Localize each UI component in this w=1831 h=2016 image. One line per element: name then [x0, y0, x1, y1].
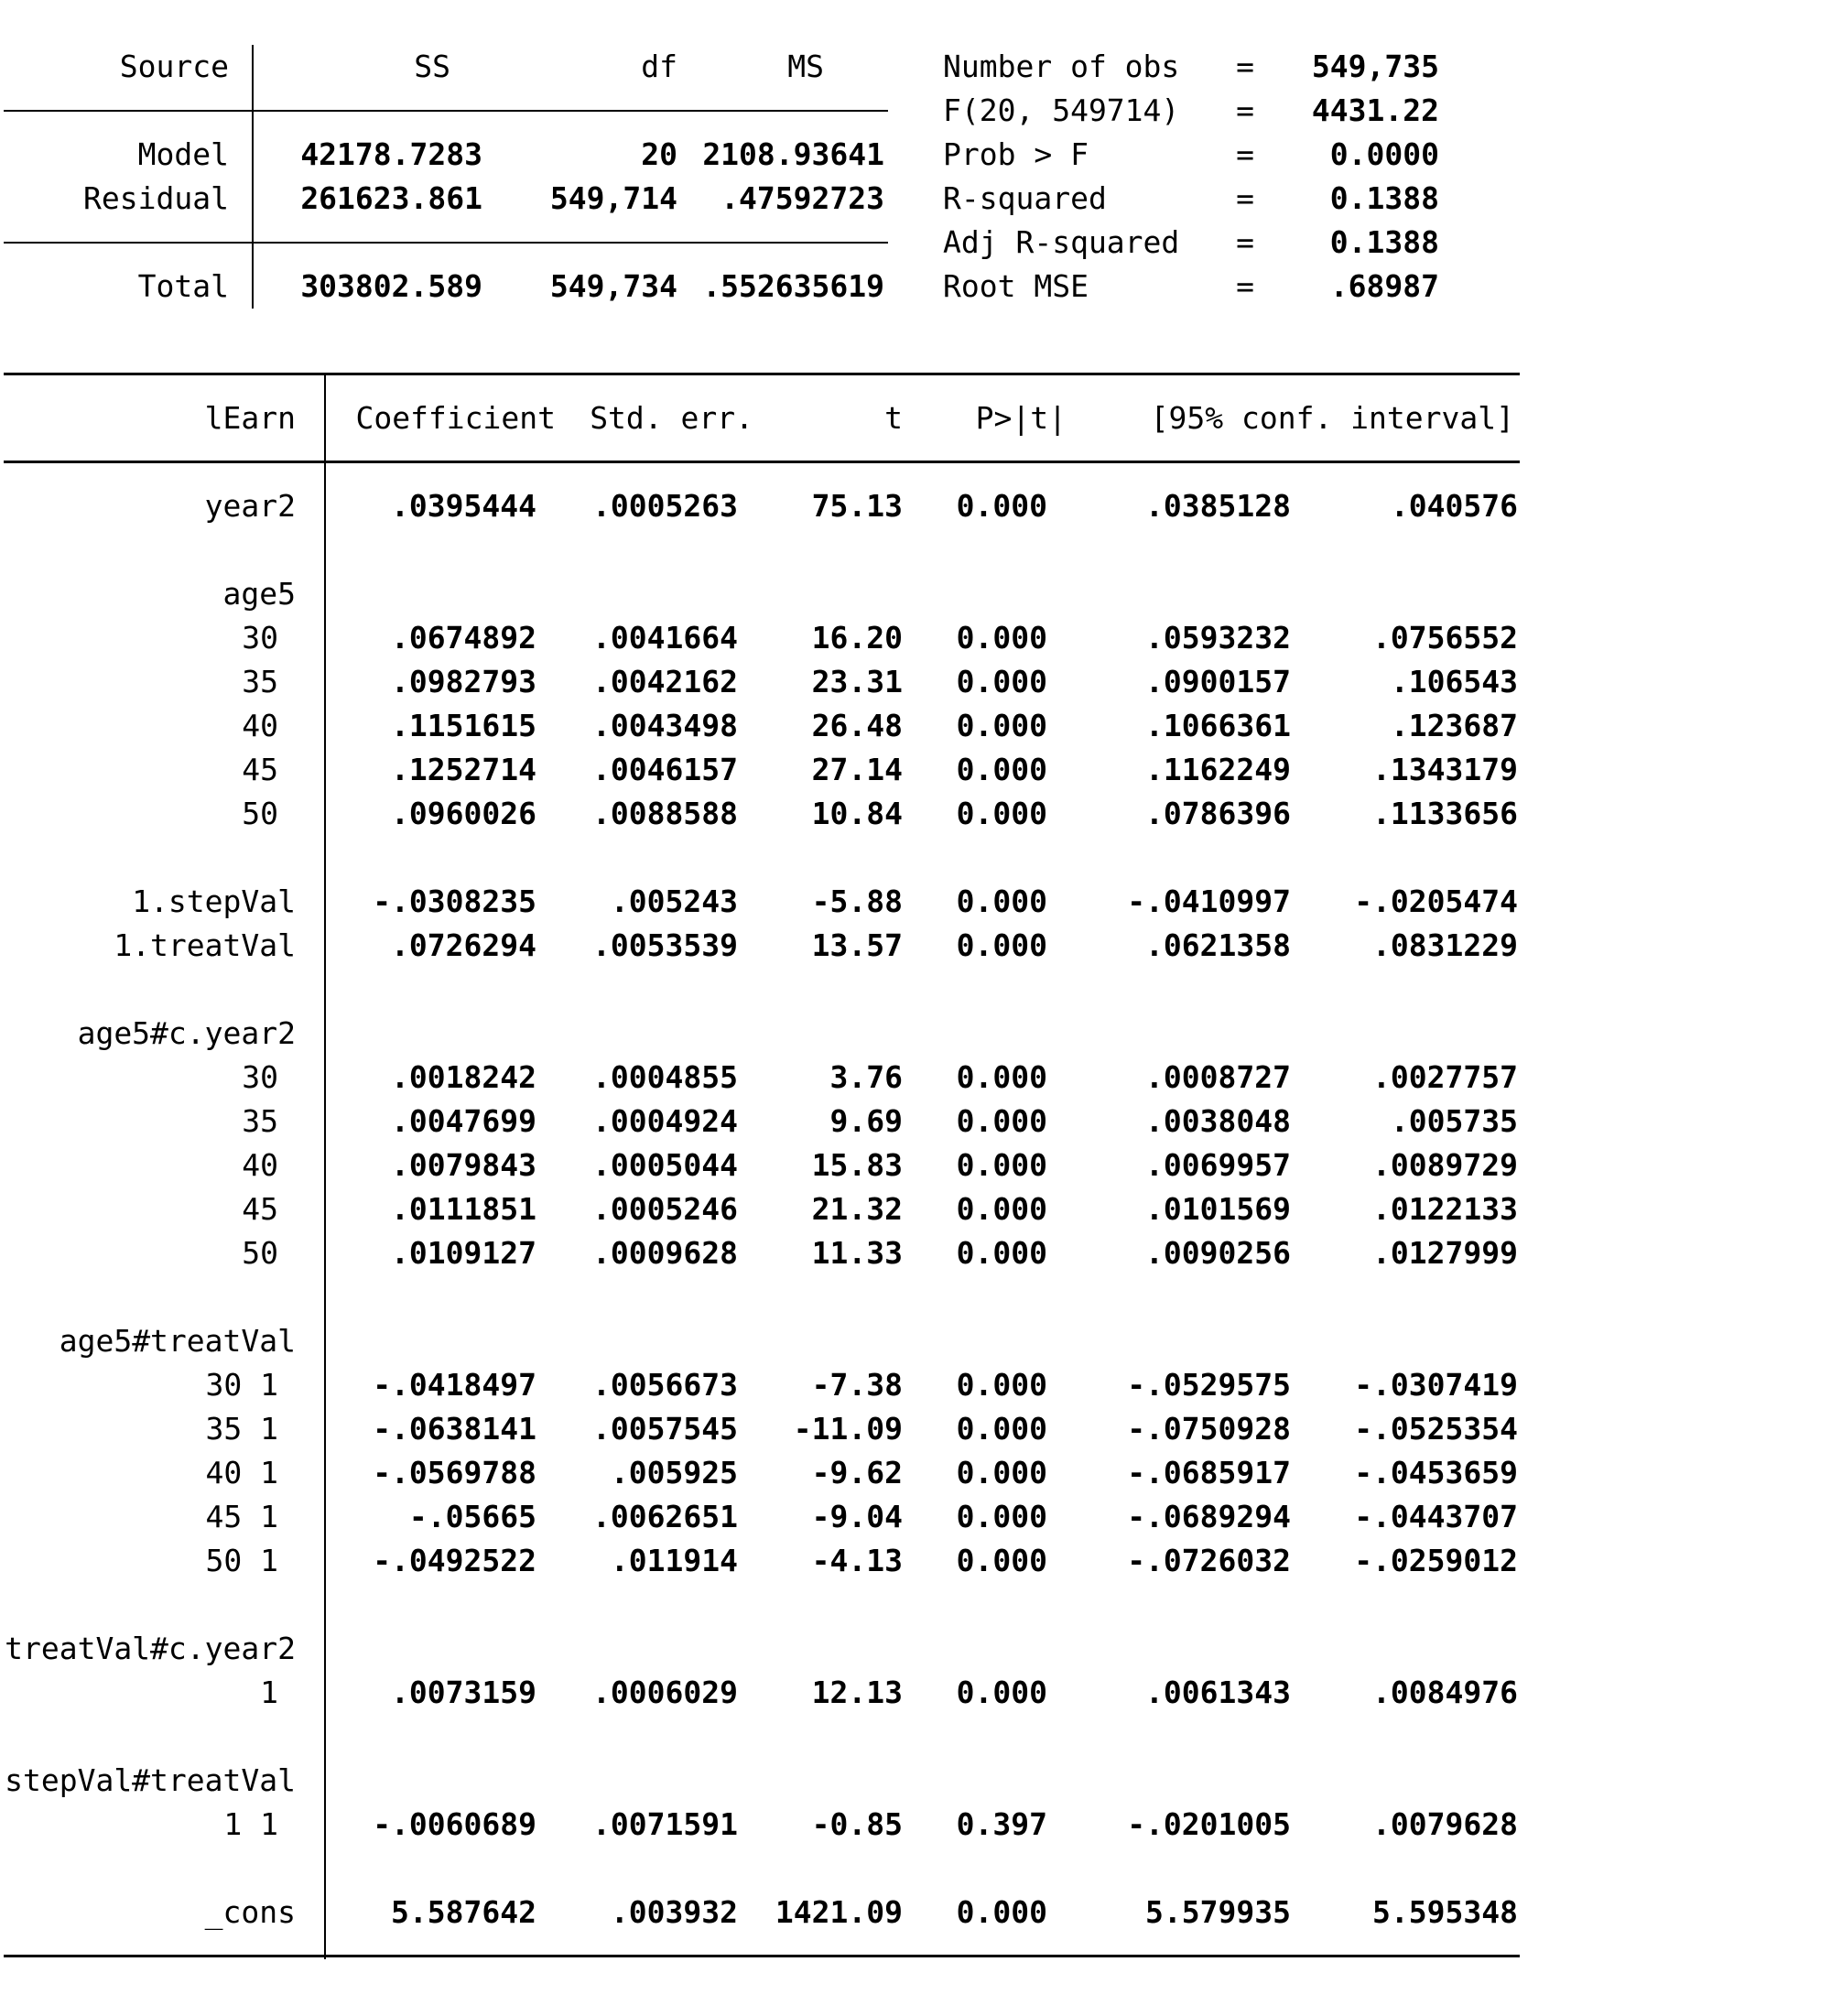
anova-ss-value: 261623.861 [300, 180, 482, 216]
cell-ci-high: -.0205474 [1354, 883, 1518, 919]
rule-row [0, 440, 1831, 484]
cell-coef: .1151615 [391, 708, 536, 743]
anova-header-ss: SS [414, 49, 450, 84]
cell-ci-low: .0069957 [1145, 1147, 1291, 1183]
cell-coef: .0073159 [391, 1675, 536, 1710]
row-label: 1 1 [223, 1806, 278, 1842]
cell-ci-high: .0079628 [1372, 1806, 1518, 1842]
stat-value: 0.1388 [1329, 180, 1439, 216]
cell-ci-high: -.0259012 [1354, 1543, 1518, 1578]
cell-ci-low: -.0410997 [1127, 883, 1291, 919]
anova-df-value: 549,714 [549, 180, 677, 216]
row-label: 30 [242, 620, 278, 656]
anova-df-value: 549,734 [549, 268, 677, 304]
cell-p: 0.000 [956, 1543, 1047, 1578]
equals-sign: = [1236, 224, 1254, 260]
group-label: stepVal#treatVal [5, 1762, 296, 1798]
depvar-label: lEarn [204, 400, 296, 436]
anova-row-label: Model [137, 136, 229, 172]
cell-coef: -.0418497 [373, 1367, 536, 1403]
cell-ci-low: .0038048 [1145, 1103, 1291, 1139]
cell-p: 0.000 [956, 1147, 1047, 1183]
row-label: 1.stepVal [132, 883, 296, 919]
row-label: 45 1 [205, 1499, 278, 1534]
cell-ci-low: .0101569 [1145, 1191, 1291, 1227]
cell-coef: -.0308235 [373, 883, 536, 919]
cell-se: .0004924 [592, 1103, 738, 1139]
cell-coef: -.0569788 [373, 1455, 536, 1490]
rule-row [0, 1935, 1831, 1978]
cell-t: 1421.09 [775, 1894, 903, 1930]
equals-sign: = [1236, 136, 1254, 172]
anova-rule-row [0, 89, 1831, 133]
cell-ci-low: -.0529575 [1127, 1367, 1291, 1403]
cell-ci-high: .0084976 [1372, 1675, 1518, 1710]
cell-p: 0.000 [956, 796, 1047, 831]
horizontal-rule [4, 110, 888, 112]
cell-se: .0006029 [592, 1675, 738, 1710]
cell-t: 15.83 [811, 1147, 903, 1183]
cell-ci-high: .123687 [1390, 708, 1518, 743]
cell-ci-high: -.0525354 [1354, 1411, 1518, 1447]
cell-t: -9.62 [811, 1455, 903, 1490]
cell-ci-high: .0831229 [1372, 927, 1518, 963]
cell-p: 0.397 [956, 1806, 1047, 1842]
cell-ci-high: 5.595348 [1372, 1894, 1518, 1930]
stat-label: Prob > F [943, 136, 1089, 172]
group-label-row [0, 572, 1831, 616]
table-row [0, 1803, 1831, 1847]
row-label: year2 [204, 488, 296, 524]
cell-ci-low: .0621358 [1145, 927, 1291, 963]
row-label: 1 [260, 1675, 278, 1710]
group-label: age5 [222, 576, 296, 612]
table-row [0, 616, 1831, 660]
stat-value: 4431.22 [1311, 92, 1439, 128]
cell-se: .003932 [610, 1894, 738, 1930]
cell-p: 0.000 [956, 1191, 1047, 1227]
cell-coef: .0960026 [391, 796, 536, 831]
anova-header-df: df [641, 49, 677, 84]
group-label: age5#treatVal [59, 1323, 296, 1359]
blank-row [0, 968, 1831, 1012]
cell-se: .0009628 [592, 1235, 738, 1271]
table-row [0, 1231, 1831, 1275]
cell-ci-high: .0756552 [1372, 620, 1518, 656]
stat-label: R-squared [943, 180, 1107, 216]
blank-row [0, 1847, 1831, 1891]
cell-t: 75.13 [811, 488, 903, 524]
cell-se: .0004855 [592, 1059, 738, 1095]
cell-p: 0.000 [956, 664, 1047, 699]
cell-se: .0088588 [592, 796, 738, 831]
table-row [0, 484, 1831, 528]
row-label: 35 [242, 1103, 278, 1139]
row-label: 50 1 [205, 1543, 278, 1578]
cell-ci-low: .0900157 [1145, 664, 1291, 699]
cell-ci-low: .0090256 [1145, 1235, 1291, 1271]
cell-coef: .0674892 [391, 620, 536, 656]
cell-se: .005243 [610, 883, 738, 919]
group-label-row [0, 1759, 1831, 1803]
blank-row [0, 1715, 1831, 1759]
cell-coef: .0047699 [391, 1103, 536, 1139]
anova-rule-row [0, 221, 1831, 265]
table-row [0, 1451, 1831, 1495]
cell-coef: .0079843 [391, 1147, 536, 1183]
equals-sign: = [1236, 180, 1254, 216]
table-row [0, 924, 1831, 968]
stat-value: 549,735 [1311, 49, 1439, 84]
stat-label: Number of obs [943, 49, 1180, 84]
cell-p: 0.000 [956, 1059, 1047, 1095]
cell-t: 27.14 [811, 752, 903, 787]
blank-row [0, 836, 1831, 880]
table-row [0, 1407, 1831, 1451]
cell-ci-high: .1133656 [1372, 796, 1518, 831]
table-row [0, 704, 1831, 748]
blank-row [0, 1583, 1831, 1627]
t-header: t [884, 400, 903, 436]
cell-t: 11.33 [811, 1235, 903, 1271]
pvalue-header: P>|t| [975, 400, 1067, 436]
cell-ci-high: .0089729 [1372, 1147, 1518, 1183]
row-label: 35 1 [205, 1411, 278, 1447]
coefficient-table [0, 352, 1831, 1978]
table-row [0, 748, 1831, 792]
cell-se: .0042162 [592, 664, 738, 699]
anova-ss-value: 42178.7283 [300, 136, 482, 172]
cell-coef: -.0060689 [373, 1806, 536, 1842]
cell-ci-low: -.0685917 [1127, 1455, 1291, 1490]
cell-t: 9.69 [829, 1103, 903, 1139]
cell-se: .005925 [610, 1455, 738, 1490]
cell-p: 0.000 [956, 1367, 1047, 1403]
group-label-row [0, 1319, 1831, 1363]
cell-ci-low: -.0750928 [1127, 1411, 1291, 1447]
row-label: _cons [204, 1894, 296, 1930]
cell-coef: 5.587642 [391, 1894, 536, 1930]
table-row [0, 1891, 1831, 1935]
cell-p: 0.000 [956, 1411, 1047, 1447]
cell-t: -0.85 [811, 1806, 903, 1842]
anova-total-row [0, 265, 1831, 309]
cell-coef: .0395444 [391, 488, 536, 524]
group-label-row [0, 1627, 1831, 1671]
cell-t: -11.09 [793, 1411, 903, 1447]
cell-ci-low: -.0201005 [1127, 1806, 1291, 1842]
cell-t: 16.20 [811, 620, 903, 656]
cell-t: 3.76 [829, 1059, 903, 1095]
cell-se: .011914 [610, 1543, 738, 1578]
coef-header-row [0, 396, 1831, 440]
table-row [0, 1187, 1831, 1231]
cell-coef: -.0492522 [373, 1543, 536, 1578]
stat-label: F(20, 549714) [943, 92, 1180, 128]
row-label: 50 [242, 796, 278, 831]
cell-t: 21.32 [811, 1191, 903, 1227]
row-label: 1.treatVal [114, 927, 296, 963]
cell-ci-low: .1066361 [1145, 708, 1291, 743]
rule-row [0, 352, 1831, 396]
cell-t: 23.31 [811, 664, 903, 699]
anova-ms-value: .47592723 [720, 180, 884, 216]
cell-coef: .0111851 [391, 1191, 536, 1227]
cell-p: 0.000 [956, 1675, 1047, 1710]
equals-sign: = [1236, 49, 1254, 84]
anova-ms-value: 2108.93641 [702, 136, 884, 172]
cell-ci-high: .0127999 [1372, 1235, 1518, 1271]
stat-label: Root MSE [943, 268, 1089, 304]
cell-ci-high: .005735 [1390, 1103, 1518, 1139]
cell-se: .0062651 [592, 1499, 738, 1534]
table-row [0, 1100, 1831, 1143]
cell-t: -9.04 [811, 1499, 903, 1534]
stderr-header: Std. err. [590, 400, 753, 436]
cell-ci-high: -.0453659 [1354, 1455, 1518, 1490]
cell-se: .0005246 [592, 1191, 738, 1227]
cell-ci-low: .0385128 [1145, 488, 1291, 524]
cell-ci-low: 5.579935 [1145, 1894, 1291, 1930]
cell-t: 10.84 [811, 796, 903, 831]
cell-p: 0.000 [956, 927, 1047, 963]
column-divider [252, 45, 254, 309]
stat-value: 0.1388 [1329, 224, 1439, 260]
cell-t: -7.38 [811, 1367, 903, 1403]
cell-ci-high: .106543 [1390, 664, 1518, 699]
cell-ci-high: .0122133 [1372, 1191, 1518, 1227]
cell-t: 13.57 [811, 927, 903, 963]
row-label: 30 1 [205, 1367, 278, 1403]
table-row [0, 1671, 1831, 1715]
cell-ci-low: .0008727 [1145, 1059, 1291, 1095]
cell-se: .0041664 [592, 620, 738, 656]
table-row [0, 792, 1831, 836]
cell-coef: .0726294 [391, 927, 536, 963]
table-row [0, 1539, 1831, 1583]
row-label: 35 [242, 664, 278, 699]
group-label-row [0, 1012, 1831, 1056]
row-label: 40 [242, 708, 278, 743]
cell-p: 0.000 [956, 1499, 1047, 1534]
anova-row-label: Residual [83, 180, 229, 216]
column-divider [324, 374, 326, 1959]
cell-p: 0.000 [956, 1455, 1047, 1490]
cell-coef: .0018242 [391, 1059, 536, 1095]
cell-ci-low: .0786396 [1145, 796, 1291, 831]
group-label: age5#c.year2 [77, 1015, 296, 1051]
cell-t: -4.13 [811, 1543, 903, 1578]
equals-sign: = [1236, 268, 1254, 304]
cell-se: .0057545 [592, 1411, 738, 1447]
horizontal-rule [4, 1955, 1520, 1957]
cell-coef: -.0638141 [373, 1411, 536, 1447]
horizontal-rule [4, 242, 888, 244]
cell-ci-high: -.0443707 [1354, 1499, 1518, 1534]
anova-header-source: Source [119, 49, 229, 84]
anova-residual-row [0, 177, 1831, 221]
cell-se: .0043498 [592, 708, 738, 743]
anova-header-ms: MS [787, 49, 824, 84]
anova-table [0, 45, 1831, 309]
blank-row [0, 1275, 1831, 1319]
anova-row-label: Total [137, 268, 229, 304]
cell-t: 12.13 [811, 1675, 903, 1710]
cell-ci-low: -.0726032 [1127, 1543, 1291, 1578]
horizontal-rule [4, 461, 1520, 463]
row-label: 30 [242, 1059, 278, 1095]
horizontal-rule [4, 373, 1520, 375]
cell-ci-high: .1343179 [1372, 752, 1518, 787]
cell-p: 0.000 [956, 1103, 1047, 1139]
cell-se: .0005263 [592, 488, 738, 524]
cell-p: 0.000 [956, 1235, 1047, 1271]
cell-se: .0046157 [592, 752, 738, 787]
stat-label: Adj R-squared [943, 224, 1180, 260]
cell-ci-high: .040576 [1390, 488, 1518, 524]
cell-p: 0.000 [956, 620, 1047, 656]
ci-header: [95% conf. interval] [1150, 400, 1514, 436]
cell-p: 0.000 [956, 883, 1047, 919]
cell-p: 0.000 [956, 488, 1047, 524]
row-label: 40 [242, 1147, 278, 1183]
anova-ss-value: 303802.589 [300, 268, 482, 304]
table-row [0, 1495, 1831, 1539]
cell-se: .0053539 [592, 927, 738, 963]
cell-coef: -.05665 [408, 1499, 536, 1534]
cell-se: .0071591 [592, 1806, 738, 1842]
cell-ci-low: .0061343 [1145, 1675, 1291, 1710]
table-row [0, 1143, 1831, 1187]
anova-ms-value: .552635619 [702, 268, 884, 304]
cell-coef: .1252714 [391, 752, 536, 787]
cell-ci-high: -.0307419 [1354, 1367, 1518, 1403]
row-label: 45 [242, 752, 278, 787]
cell-ci-low: .1162249 [1145, 752, 1291, 787]
cell-se: .0005044 [592, 1147, 738, 1183]
stat-value: 0.0000 [1329, 136, 1439, 172]
anova-df-value: 20 [641, 136, 677, 172]
row-label: 45 [242, 1191, 278, 1227]
blank-row [0, 528, 1831, 572]
cell-p: 0.000 [956, 708, 1047, 743]
cell-p: 0.000 [956, 752, 1047, 787]
row-label: 40 1 [205, 1455, 278, 1490]
anova-model-row [0, 133, 1831, 177]
cell-ci-low: .0593232 [1145, 620, 1291, 656]
table-row [0, 1363, 1831, 1407]
cell-se: .0056673 [592, 1367, 738, 1403]
equals-sign: = [1236, 92, 1254, 128]
coef-header: Coefficient [355, 400, 556, 436]
cell-ci-high: .0027757 [1372, 1059, 1518, 1095]
stat-value: .68987 [1329, 268, 1439, 304]
cell-coef: .0109127 [391, 1235, 536, 1271]
cell-coef: .0982793 [391, 664, 536, 699]
cell-t: 26.48 [811, 708, 903, 743]
table-row [0, 880, 1831, 924]
table-row [0, 1056, 1831, 1100]
group-label: treatVal#c.year2 [5, 1631, 296, 1666]
cell-p: 0.000 [956, 1894, 1047, 1930]
cell-ci-low: -.0689294 [1127, 1499, 1291, 1534]
cell-t: -5.88 [811, 883, 903, 919]
table-row [0, 660, 1831, 704]
anova-header-row [0, 45, 1831, 89]
row-label: 50 [242, 1235, 278, 1271]
